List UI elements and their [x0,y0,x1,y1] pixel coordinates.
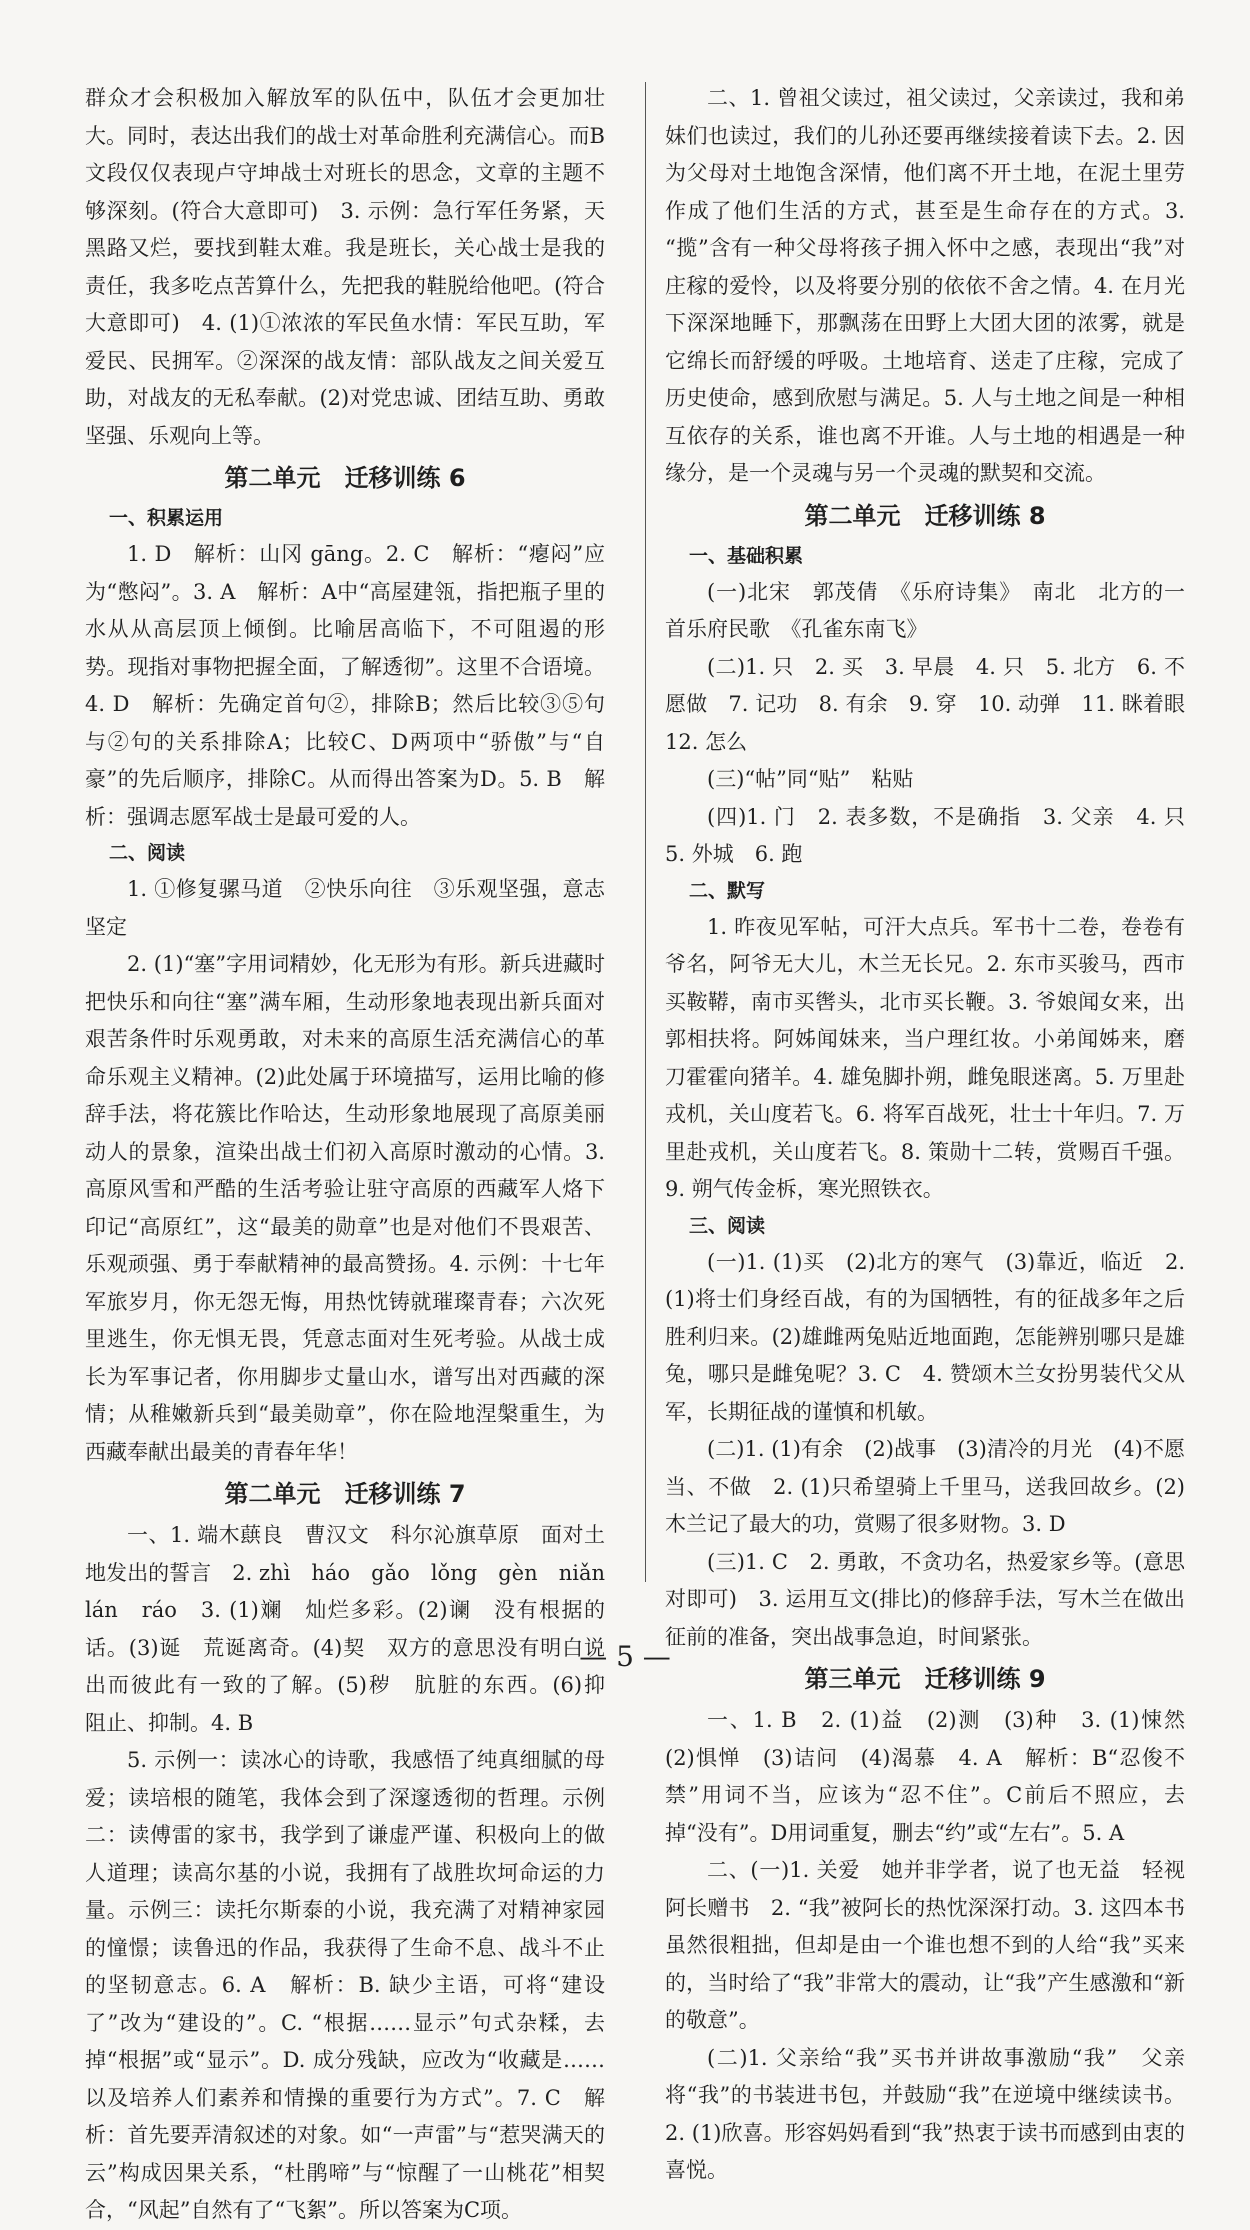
paragraph: 2. (1)“塞”字用词精妙，化无形为有形。新兵进藏时把快乐和向往“塞”满车厢，生动形象地表现出新兵面对艰苦条件时乐观勇敢，对未来的高原生活充满信心的革命乐观主义精神。(2)此处属于环境描写，运用比喻的修辞手法，将花簇比作哈达，生动形象地展现了高原美丽动人的景象，渲染出战士们初入高原时激动的心情。3. 高原风雪和严酷的生活考验让驻守高原的西藏军人烙下印记“高原红”，这“最美的勋章”也是对他们不畏艰苦、乐观顽强、勇于奉献精神的最高赞扬。4. 示例：十七年军旅岁月，你无怨无悔，用热忱铸就璀璨青春；六次死里逃生，你无惧无畏，凭意志面对生死考验。从战士成长为军事记者，你用脚步丈量山水，谱写出对西藏的深情；从稚嫩新兵到“最美勋章”，你在险地涅槃重生，为西藏奉献出最美的青春年华！ [85,952,605,1464]
paragraph: 1. 昨夜见军帖，可汗大点兵。军书十二卷，卷卷有爷名，阿爷无大儿，木兰无长兄。2. 东市买骏马，西市买鞍鞯，南市买辔头，北市买长鞭。3. 爷娘闻女来，出郭相扶将。阿姊闻妹来，当户理红妆。小弟闻姊来，磨刀霍霍向猪羊。4. 雄兔脚扑朔，雌兔眼迷离。5. 万里赴戎机，关山度若飞。6. 将军百战死，壮士十年归。7. 万里赴戎机，关山度若飞。8. 策勋十二转，赏赐百千强。9. 朔气传金柝，寒光照铁衣。 [665,914,1185,1201]
paragraph: 二、(一)1. 关爱 她并非学者，说了也无益 轻视 阿长赠书 2. “我”被阿长的热忱深深打动。3. 这四本书虽然很粗拙，但却是由一个谁也想不到的人给“我”买来的，当时给了“我”非常大的震动，让“我”产生感激和“新的敬意”。 [665,1858,1206,2032]
paragraph: (一)1. (1)买 (2)北方的寒气 (3)靠近，临近 2. (1)将士们身经百战，有的为国牺牲，有的征战多年之后胜利归来。(2)雄雌两兔贴近地面跑，怎能辨别哪只是雄兔，哪只是雌兔呢？3. C 4. 赞颂木兰女扮男装代父从军，长期征战的谨慎和机敏。 [665,1249,1185,1424]
subsection-heading: 二、默写 [689,879,766,902]
paragraph: 1. D 解析：山冈 gāng。2. C 解析：“瘪闷”应为“憋闷”。3. A 解析：A中“高屋建瓴，指把瓶子里的水从从高层顶上倾倒。比喻居高临下，不可阻遏的形势。现指对事物把握全面，了解透彻”。这里不合语境。4. D 解析：先确定首句②，排除B；然后比较③⑤句与②句的关系排除A；比较C、D两项中“骄傲”与“自豪”的先后顺序，排除C。从而得出答案为D。5. B 解析：强调志愿军战士是最可爱的人。 [85,542,605,829]
paragraph: (三)1. C 2. 勇敢，不贪功名，热爱家乡等。(意思对即可) 3. 运用互文(排比)的修辞手法，写木兰在做出征前的准备，突出战事急迫，时间紧张。 [665,1549,1185,1649]
paragraph: 5. 示例一：读冰心的诗歌，我感悟了纯真细腻的母爱；读培根的随笔，我体会到了深邃透彻的哲理。示例二：读傅雷的家书，我学到了谦虚严谨、积极向上的做人道理；读高尔基的小说，我拥有了战胜坎坷命运的力量。示例三：读托尔斯泰的小说，我充满了对精神家园的憧憬；读鲁迅的作品，我获得了生命不息、战斗不止的坚韧意志。6. A 解析：B. 缺少主语，可将“建设了”改为“建设的”。C. “根据……显示”句式杂糅，去掉“根据”或“显示”。D. 成分残缺，应改为“收藏是……以及培养人们素养和情操的重要行为方式”。7. C 解析：首先要弄清叙述的对象。如“一声雷”与“惹哭满天的云”构成因果关系，“杜鹃啼”与“惊醒了一山桃花”相契合，“风起”自然有了“飞絮”。所以答案为C项。 [85,1748,605,2222]
section-title: 第三单元 迁移训练 9 [804,1665,1046,1693]
section-title: 第二单元 迁移训练 6 [224,464,466,492]
section-title: 第二单元 迁移训练 8 [804,501,1046,530]
paragraph: 一、1. B 2. (1)益 (2)测 (3)种 3. (1)悚然 (2)惧惮 (3)诘问 (4)渴慕 4. A 解析：B“忍俊不禁”用词不当，应该为“忍不住”。C前后不照应，去掉“没有”。D用词重复，删去“约”或“左右”。5. A [665,1708,1206,1845]
subsection-heading: 三、阅读 [689,1214,766,1237]
right-column [665,80,1206,2190]
paragraph: (二)1. 只 2. 买 3. 早晨 4. 只 5. 北方 6. 不愿做 7. 记功 8. 有余 9. 穿 10. 动弹 11. 眯着眼 12. 怎么 [665,654,1206,754]
section-title: 第二单元 迁移训练 7 [224,1480,466,1508]
subsection-heading: 二、阅读 [109,842,186,864]
left-column [85,80,626,2230]
paragraph: 1. ①修复骡马道 ②快乐向往 ③乐观坚强，意志坚定 [85,877,605,939]
paragraph: (三)“帖”同“贴” 粘贴 [707,767,914,791]
paragraph: (一)北宋 郭茂倩 《乐府诗集》 南北 北方的一首乐府民歌 《孔雀东南飞》 [665,579,1185,641]
paragraph: 二、1. 曾祖父读过，祖父读过，父亲读过，我和弟妹们也读过，我们的儿孙还要再继续接着读下去。2. 因为父母对土地饱含深情，他们离不开土地，在泥土里劳作成了他们生活的方式，甚至是生命存在的方式。3. “揽”含有一种父母将孩子拥入怀中之感，表现出“我”对庄稼的爱怜，以及将要分别的依依不舍之情。4. 在月光下深深地睡下，那飘荡在田野上大团大团的浓雾，就是它绵长而舒缓的呼吸。土地培育、送走了庄稼，完成了历史使命，感到欣慰与满足。5. 人与土地之间是一种相互依存的关系，谁也离不开谁。人与土地的相遇是一种缘分，是一个灵魂与另一个灵魂的默契和交流。 [665,86,1185,485]
column-divider [645,82,646,1582]
paragraph: (四)1. 门 2. 表多数，不是确指 3. 父亲 4. 只 5. 外城 6. 跑 [665,804,1206,866]
paragraph: (二)1. (1)有余 (2)战事 (3)清冷的月光 (4)不愿当、不做 2. (1)只希望骑上千里马，送我回故乡。(2)木兰记了最大的功，赏赐了很多财物。3. D [665,1437,1185,1536]
subsection-heading: 一、基础积累 [689,544,804,567]
subsection-heading: 一、积累运用 [109,507,224,529]
paragraph: 一、1. 端木蕻良 曹汉文 科尔沁旗草原 面对土地发出的誓言 2. zhì háo gǎo lǒng gèn niǎn lán ráo 3. (1)斓 灿烂多彩。(2)谰 没有根据的话。(3)诞 荒诞离奇。(4)契 双方的意思没有明白说出而彼此有一致的了解。(5)秽 肮脏的东西。(6)抑 阻止、抑制。4. B [85,1523,626,1735]
paragraph: (二)1. 父亲给“我”买书并讲故事激励“我” 父亲将“我”的书装进书包，并鼓励“我”在逆境中继续读书。2. (1)欣喜。形容妈妈看到“我”热衷于读书而感到由衷的喜悦。 [665,2045,1185,2182]
paragraph: 群众才会积极加入解放军的队伍中，队伍才会更加壮大。同时，表达出我们的战士对革命胜利充满信心。而B文段仅仅表现卢守坤战士对班长的思念，文章的主题不够深刻。(符合大意即可) 3. 示例：急行军任务紧，天黑路又烂，要找到鞋太难。我是班长，关心战士是我的责任，我多吃点苦算什么，先把我的鞋脱给他吧。(符合大意即可) 4. (1)①浓浓的军民鱼水情：军民互助，军爱民、民拥军。②深深的战友情：部队战友之间关爱互助，对战友的无私奉献。(2)对党忠诚、团结互助、勇敢坚强、乐观向上等。 [85,86,605,448]
page-number: — 5 — [579,1640,671,1673]
